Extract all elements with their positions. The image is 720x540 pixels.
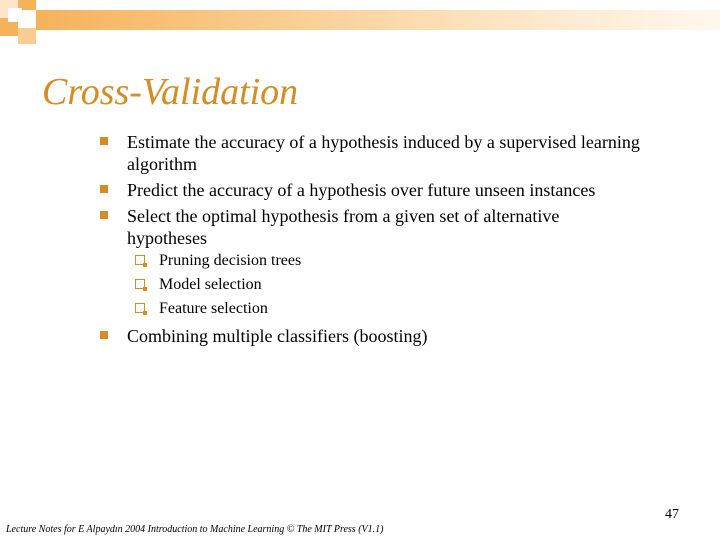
footer-credit: Lecture Notes for E Alpaydın 2004 Introduction to Machine Learning © The MIT Press (V1.1)	[6, 524, 384, 535]
bullet-text: Predict the accuracy of a hypothesis over future unseen instances	[127, 180, 596, 200]
checkbox-bullet-icon	[135, 279, 145, 289]
checkbox-bullet-icon	[135, 255, 145, 265]
bullet-item	[0, 325, 700, 347]
sub-bullet-item	[0, 277, 700, 297]
bullet-item	[0, 179, 700, 201]
square-bullet-icon	[100, 331, 108, 339]
decor-square	[8, 8, 22, 22]
square-bullet-icon	[100, 211, 108, 219]
header-gradient-bar	[36, 10, 720, 30]
bullet-text: Estimate the accuracy of a hypothesis induced by a supervised learning algorithm	[127, 132, 640, 174]
bullet-item	[0, 205, 700, 249]
bullet-text: Select the optimal hypothesis from a given set of alternative hypotheses	[127, 206, 560, 248]
sub-bullet-item	[0, 301, 700, 321]
bullet-item	[0, 131, 700, 175]
square-bullet-icon	[100, 137, 108, 145]
sub-bullet-text: Feature selection	[159, 300, 268, 317]
square-bullet-icon	[100, 185, 108, 193]
sub-bullet-text: Pruning decision trees	[159, 252, 302, 269]
bullet-text: Combining multiple classifiers (boosting)	[127, 326, 428, 346]
decor-square	[18, 28, 36, 44]
sub-bullet-item	[0, 253, 700, 273]
slide-title: Cross-Validation	[42, 71, 299, 113]
sub-bullet-text: Model selection	[159, 276, 262, 293]
checkbox-bullet-icon	[135, 303, 145, 313]
page-number: 47	[665, 507, 679, 522]
